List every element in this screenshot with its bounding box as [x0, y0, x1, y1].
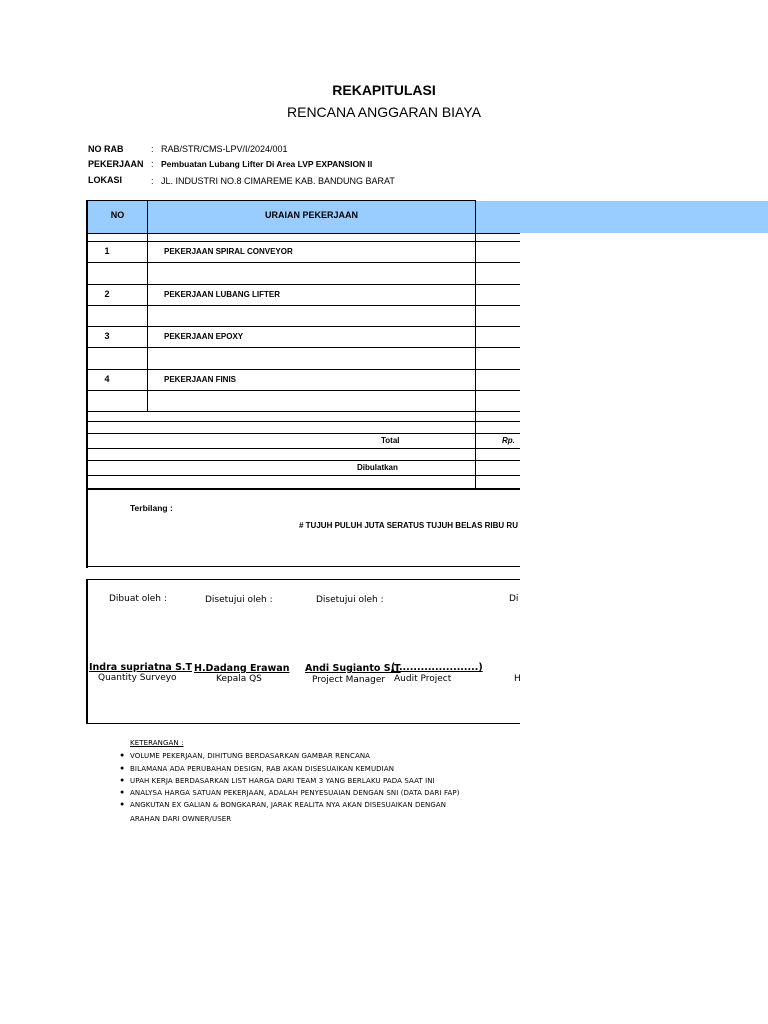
table-line — [86, 369, 520, 370]
row-no: 2 — [104, 289, 110, 299]
signature-label-partial: Di — [509, 594, 519, 604]
table-line — [86, 390, 520, 391]
info-value-lokasi: JL. INDUSTRI NO.8 CIMAREME KAB. BANDUNG BARAT — [161, 176, 395, 186]
table-line — [86, 448, 520, 449]
info-label-no-rab: NO RAB — [88, 144, 124, 154]
row-uraian: PEKERJAAN FINIS — [164, 375, 237, 384]
page-subtitle: RENCANA ANGGARAN BIAYA — [287, 104, 481, 120]
signature-border-left — [86, 579, 88, 724]
table-line — [86, 241, 520, 242]
table-line — [86, 284, 520, 285]
signature-border-top — [86, 579, 520, 580]
terbilang-border-bottom — [86, 566, 520, 567]
signature-label-disetujui: Disetujui oleh : — [316, 595, 384, 605]
note-item: ANGKUTAN EX GALIAN & BONGKARAN, JARAK REALITA NYA AKAN DISESUAIKAN DENGAN — [130, 801, 447, 809]
table-line — [86, 326, 520, 327]
table-line — [86, 421, 520, 422]
bullet-icon: ● — [120, 801, 125, 808]
table-line — [86, 305, 520, 306]
signature-name: Indra supriatna S.T — [89, 662, 193, 673]
total-label: Total — [381, 436, 400, 445]
note-item: UPAH KERJA BERDASARKAN LIST HARGA DARI TEAM 3 YANG BERLAKU PADA SAAT INI — [130, 777, 435, 785]
table-line — [86, 460, 520, 461]
signature-border-bottom — [86, 723, 520, 724]
info-value-pekerjaan: Pembuatan Lubang Lifter Di Area LVP EXPANSION II — [161, 159, 373, 169]
note-continuation: ARAHAN DARI OWNER/USER — [130, 815, 232, 823]
signature-name: H.Dadang Erawan — [194, 663, 290, 674]
bullet-icon: ● — [120, 765, 125, 772]
bullet-icon: ● — [120, 789, 125, 796]
row-no: 3 — [104, 331, 110, 341]
row-no: 4 — [104, 374, 110, 384]
row-uraian: PEKERJAAN SPIRAL CONVEYOR — [164, 247, 293, 256]
row-uraian: PEKERJAAN LUBANG LIFTER — [164, 290, 281, 299]
info-colon: : — [151, 144, 154, 154]
table-line — [86, 433, 520, 434]
bullet-icon: ● — [120, 752, 125, 759]
table-line — [86, 262, 520, 263]
signature-label-disetujui: Disetujui oleh : — [205, 595, 273, 605]
table-border-top — [86, 200, 476, 201]
row-no: 1 — [104, 246, 110, 256]
table-header-uraian: URAIAN PEKERJAAN — [264, 210, 358, 220]
info-label-lokasi: LOKASI — [88, 175, 123, 185]
bullet-icon: ● — [120, 777, 125, 784]
signature-role: Audit Project — [394, 674, 452, 684]
table-divider-uraian — [475, 201, 476, 489]
terbilang-value: # TUJUH PULUH JUTA SERATUS TUJUH BELAS RIBU RU — [299, 521, 518, 530]
table-border-left — [86, 200, 88, 490]
signature-role: Quantity Surveyo — [98, 673, 177, 683]
table-line — [86, 233, 520, 234]
info-label-pekerjaan: PEKERJAAN — [88, 159, 144, 169]
table-line — [86, 488, 520, 490]
signature-label-dibuat: Dibuat oleh : — [109, 594, 167, 604]
signature-role: Project Manager — [312, 675, 386, 685]
page-title: REKAPITULASI — [332, 82, 436, 98]
notes-title: KETERANGAN : — [130, 739, 184, 747]
terbilang-border-left — [86, 490, 88, 568]
note-item: ANALYSA HARGA SATUAN PEKERJAAN, ADALAH PENYESUAIAN DENGAN SNI (DATA DARI FAP) — [130, 789, 460, 797]
info-value-no-rab: RAB/STR/CMS-LPV/I/2024/001 — [161, 144, 288, 154]
table-line — [86, 411, 520, 412]
rounded-label: Dibulatkan — [357, 463, 398, 472]
info-colon: : — [151, 159, 154, 169]
table-line — [86, 475, 520, 476]
row-uraian: PEKERJAAN EPOXY — [164, 332, 244, 341]
table-header-no: NO — [110, 210, 125, 220]
signature-role: Kepala QS — [216, 674, 262, 684]
info-colon: : — [151, 176, 154, 186]
table-line — [86, 347, 520, 348]
total-currency: Rp. — [502, 436, 515, 445]
signature-name: (.......................) — [391, 662, 483, 673]
note-item: BILAMANA ADA PERUBAHAN DESIGN, RAB AKAN DISESUAIKAN KEMUDIAN — [130, 765, 395, 773]
signature-role-partial: H — [514, 674, 521, 684]
signature-name: Andi Sugianto S.T — [305, 663, 401, 674]
terbilang-label: Terbilang : — [130, 503, 173, 513]
note-item: VOLUME PEKERJAAN, DIHITUNG BERDASARKAN GAMBAR RENCANA — [130, 752, 371, 760]
